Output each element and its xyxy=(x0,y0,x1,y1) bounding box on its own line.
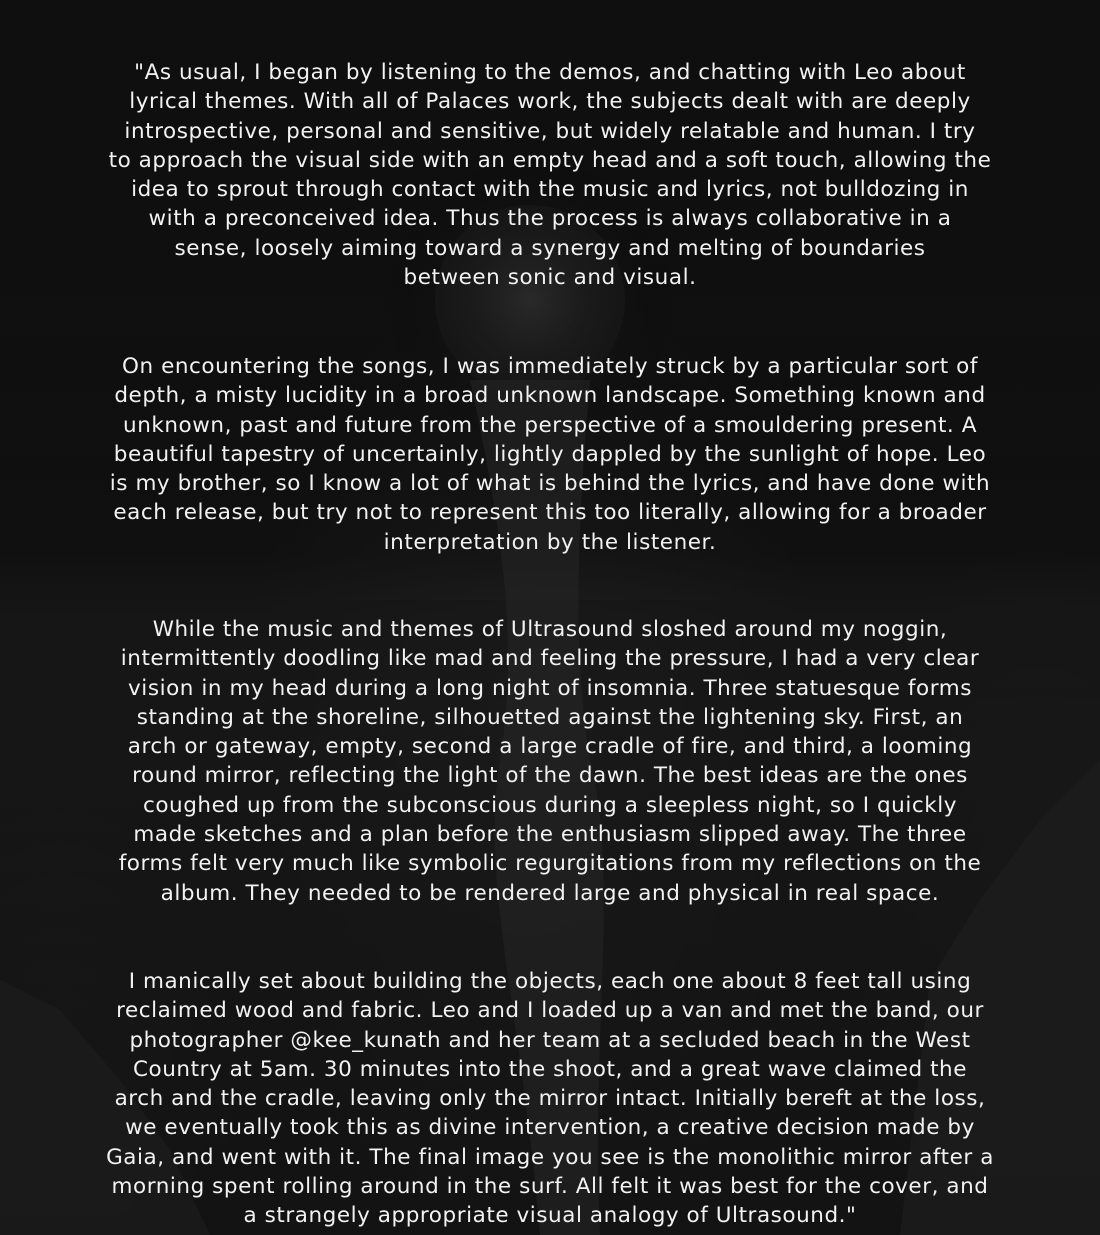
paragraph-3: While the music and themes of Ultrasound sloshed around my noggin, intermittently doodling like mad and feeling the pressure, I had a very clear vision in my head during a long night of insomnia. Three statuesque forms standing at the shoreline, silhouetted against the lightening sky. First, an arch or gateway, empty, second a large cradle of fire, and third, a looming round mirror, reflecting the light of the dawn. The best ideas are the ones coughed up from the subconscious during a sleepless night, so I quickly made sketches and a plan before the enthusiasm slipped away. The three forms felt very much like symbolic regurgitations from my reflections on the album. They needed to be rendered large and physical in real space. xyxy=(118,617,982,906)
paragraph-4: I manically set about building the objects, each one about 8 feet tall using reclaimed wood and fabric. Leo and I loaded up a van and met the band, our photographer @kee_kunath and her team at a secluded beach in the West Country at 5am. 30 minutes into the shoot, and a great wave claimed the arch and the cradle, leaving only the mirror intact. Initially bereft at the loss, we eventually took this as divine intervention, a creative decision made by Gaia, and went with it. The final image you see is the monolithic mirror after a morning spent rolling around in the surf. All felt it was best for the cover, and a strangely appropriate visual analogy of Ultrasound." xyxy=(106,969,994,1229)
paragraph-1: "As usual, I began by listening to the demos, and chatting with Leo about lyrical themes. With all of Palaces work, the subjects dealt with are deeply introspective, personal and sensitive, but widely relatable and human. I try to approach the visual side with an empty head and a soft touch, allowing the idea to sprout through contact with the music and lyrics, not bulldozing in with a preconceived idea. Thus the process is always collaborative in a sense, loosely aiming toward a synergy and melting of boundaries between sonic and visual. xyxy=(108,60,992,291)
paragraph-2: On encountering the songs, I was immediately struck by a particular sort of depth, a misty lucidity in a broad unknown landscape. Something known and unknown, past and future from the perspective of a smouldering present. A beautiful tapestry of uncertainly, lightly dappled by the sunlight of hope. Leo is my brother, so I know a lot of what is behind the lyrics, and have done with each release, but try not to represent this too literally, allowing for a broader interpretation by the listener. xyxy=(109,354,991,555)
